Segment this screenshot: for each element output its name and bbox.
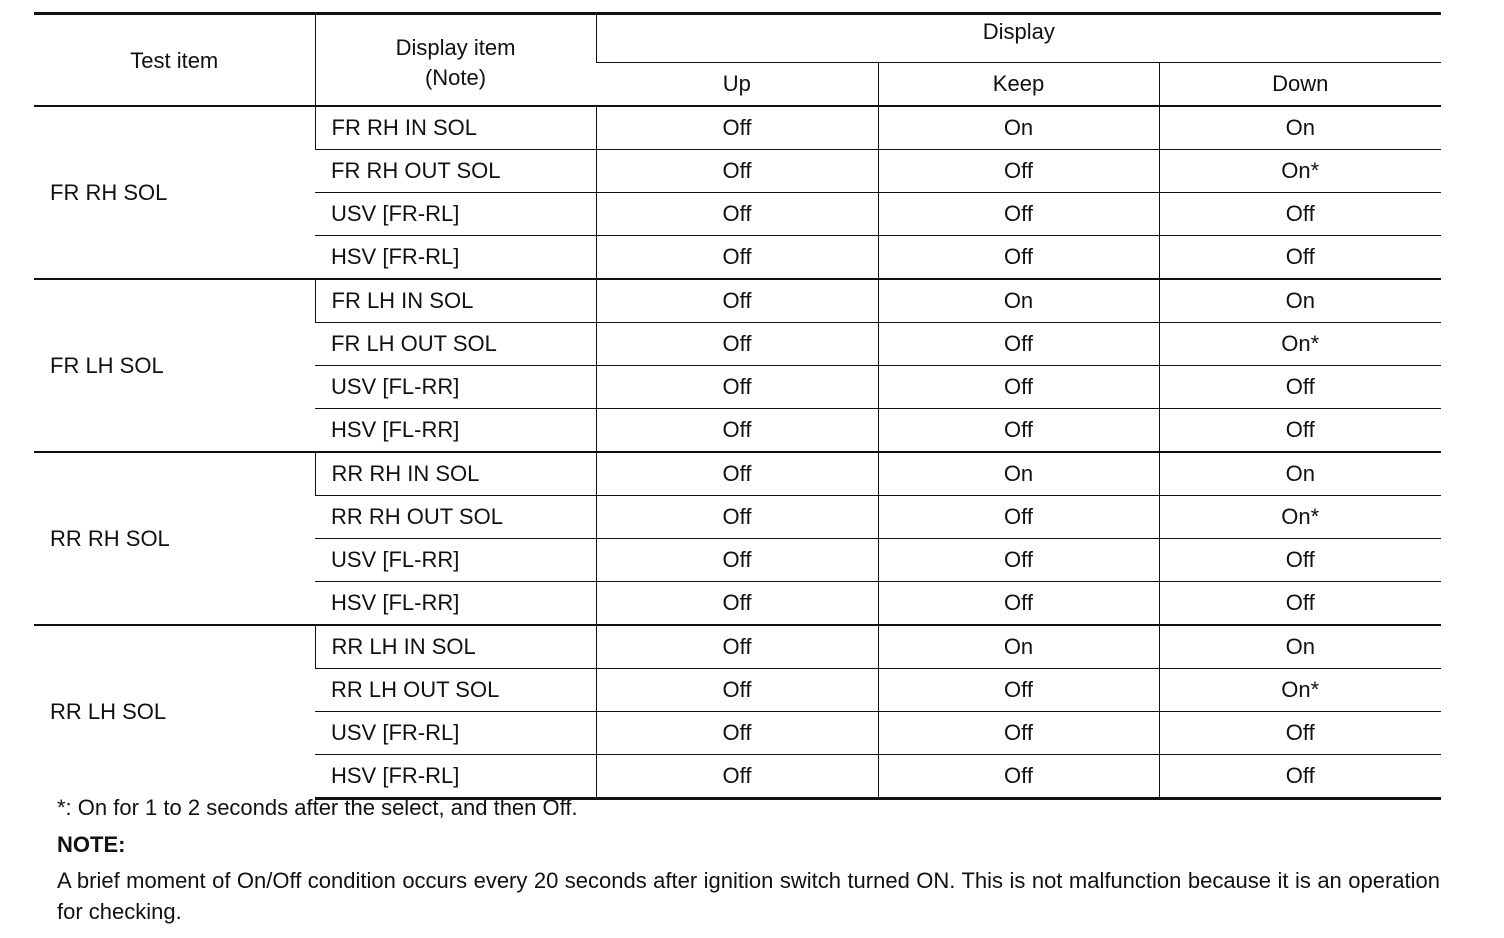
down-cell: On	[1159, 452, 1441, 496]
up-cell: Off	[596, 496, 878, 539]
display-item-cell: USV [FL-RR]	[315, 366, 596, 409]
down-cell: On	[1159, 625, 1441, 669]
table-row	[34, 106, 1441, 150]
display-item-cell: HSV [FR-RL]	[315, 236, 596, 280]
keep-cell: Off	[878, 755, 1159, 799]
table-row	[34, 625, 1441, 669]
up-cell: Off	[596, 409, 878, 453]
keep-cell: Off	[878, 582, 1159, 626]
note-text: A brief moment of On/Off condition occurs every 20 seconds after ignition switch turned ON. This is not malfunction because it is an operation for checking.	[57, 868, 1440, 924]
display-item-cell: FR LH OUT SOL	[315, 323, 596, 366]
down-cell: Off	[1159, 409, 1441, 453]
up-cell: Off	[596, 452, 878, 496]
display-item-cell: FR RH IN SOL	[315, 106, 596, 150]
up-cell: Off	[596, 712, 878, 755]
display-item-cell: HSV [FL-RR]	[315, 582, 596, 626]
keep-cell: Off	[878, 236, 1159, 280]
up-cell: Off	[596, 279, 878, 323]
down-cell: Off	[1159, 366, 1441, 409]
up-cell: Off	[596, 323, 878, 366]
keep-cell: Off	[878, 496, 1159, 539]
keep-cell: Off	[878, 193, 1159, 236]
up-cell: Off	[596, 236, 878, 280]
up-cell: Off	[596, 582, 878, 626]
test-item-cell: FR LH SOL	[34, 279, 315, 452]
down-cell: Off	[1159, 193, 1441, 236]
keep-cell: Off	[878, 409, 1159, 453]
display-item-cell: FR LH IN SOL	[315, 279, 596, 323]
header-down: Down	[1159, 63, 1441, 107]
up-cell: Off	[596, 150, 878, 193]
display-item-cell: HSV [FR-RL]	[315, 755, 596, 799]
keep-cell: On	[878, 625, 1159, 669]
header-keep: Keep	[878, 63, 1159, 107]
down-cell: On	[1159, 106, 1441, 150]
header-display-item-line2: (Note)	[424, 65, 487, 90]
down-cell: Off	[1159, 755, 1441, 799]
header-display-item-line1: Display item	[395, 35, 516, 60]
test-item-cell: RR LH SOL	[34, 625, 315, 799]
solenoid-test-table	[34, 12, 1441, 800]
note-label: NOTE:	[57, 832, 126, 857]
keep-cell: On	[878, 106, 1159, 150]
keep-cell: Off	[878, 323, 1159, 366]
up-cell: Off	[596, 625, 878, 669]
table-body	[34, 106, 1441, 799]
header-test-item: Test item	[34, 14, 315, 107]
up-cell: Off	[596, 755, 878, 799]
test-item-cell: FR RH SOL	[34, 106, 315, 279]
keep-cell: On	[878, 452, 1159, 496]
display-item-cell: RR LH IN SOL	[315, 625, 596, 669]
down-cell: Off	[1159, 582, 1441, 626]
down-cell: On*	[1159, 669, 1441, 712]
keep-cell: Off	[878, 366, 1159, 409]
down-cell: On*	[1159, 150, 1441, 193]
up-cell: Off	[596, 106, 878, 150]
keep-cell: Off	[878, 150, 1159, 193]
down-cell: Off	[1159, 236, 1441, 280]
up-cell: Off	[596, 366, 878, 409]
keep-cell: Off	[878, 712, 1159, 755]
down-cell: Off	[1159, 539, 1441, 582]
display-item-cell: RR LH OUT SOL	[315, 669, 596, 712]
down-cell: On	[1159, 279, 1441, 323]
up-cell: Off	[596, 193, 878, 236]
footnote: *: On for 1 to 2 seconds after the select, and then Off.	[57, 795, 578, 820]
header-display: Display	[596, 14, 1441, 63]
table-header	[34, 14, 1441, 107]
test-item-cell: RR RH SOL	[34, 452, 315, 625]
display-item-cell: USV [FL-RR]	[315, 539, 596, 582]
display-item-cell: USV [FR-RL]	[315, 193, 596, 236]
header-display-item	[315, 14, 596, 107]
down-cell: On*	[1159, 323, 1441, 366]
down-cell: Off	[1159, 712, 1441, 755]
display-item-cell: RR RH OUT SOL	[315, 496, 596, 539]
display-item-cell: RR RH IN SOL	[315, 452, 596, 496]
table-row	[34, 452, 1441, 496]
notes-section	[57, 792, 1440, 927]
down-cell: On*	[1159, 496, 1441, 539]
display-item-cell: USV [FR-RL]	[315, 712, 596, 755]
display-item-cell: HSV [FL-RR]	[315, 409, 596, 453]
keep-cell: Off	[878, 669, 1159, 712]
table-row	[34, 279, 1441, 323]
keep-cell: Off	[878, 539, 1159, 582]
keep-cell: On	[878, 279, 1159, 323]
header-up: Up	[596, 63, 878, 107]
up-cell: Off	[596, 669, 878, 712]
up-cell: Off	[596, 539, 878, 582]
display-item-cell: FR RH OUT SOL	[315, 150, 596, 193]
